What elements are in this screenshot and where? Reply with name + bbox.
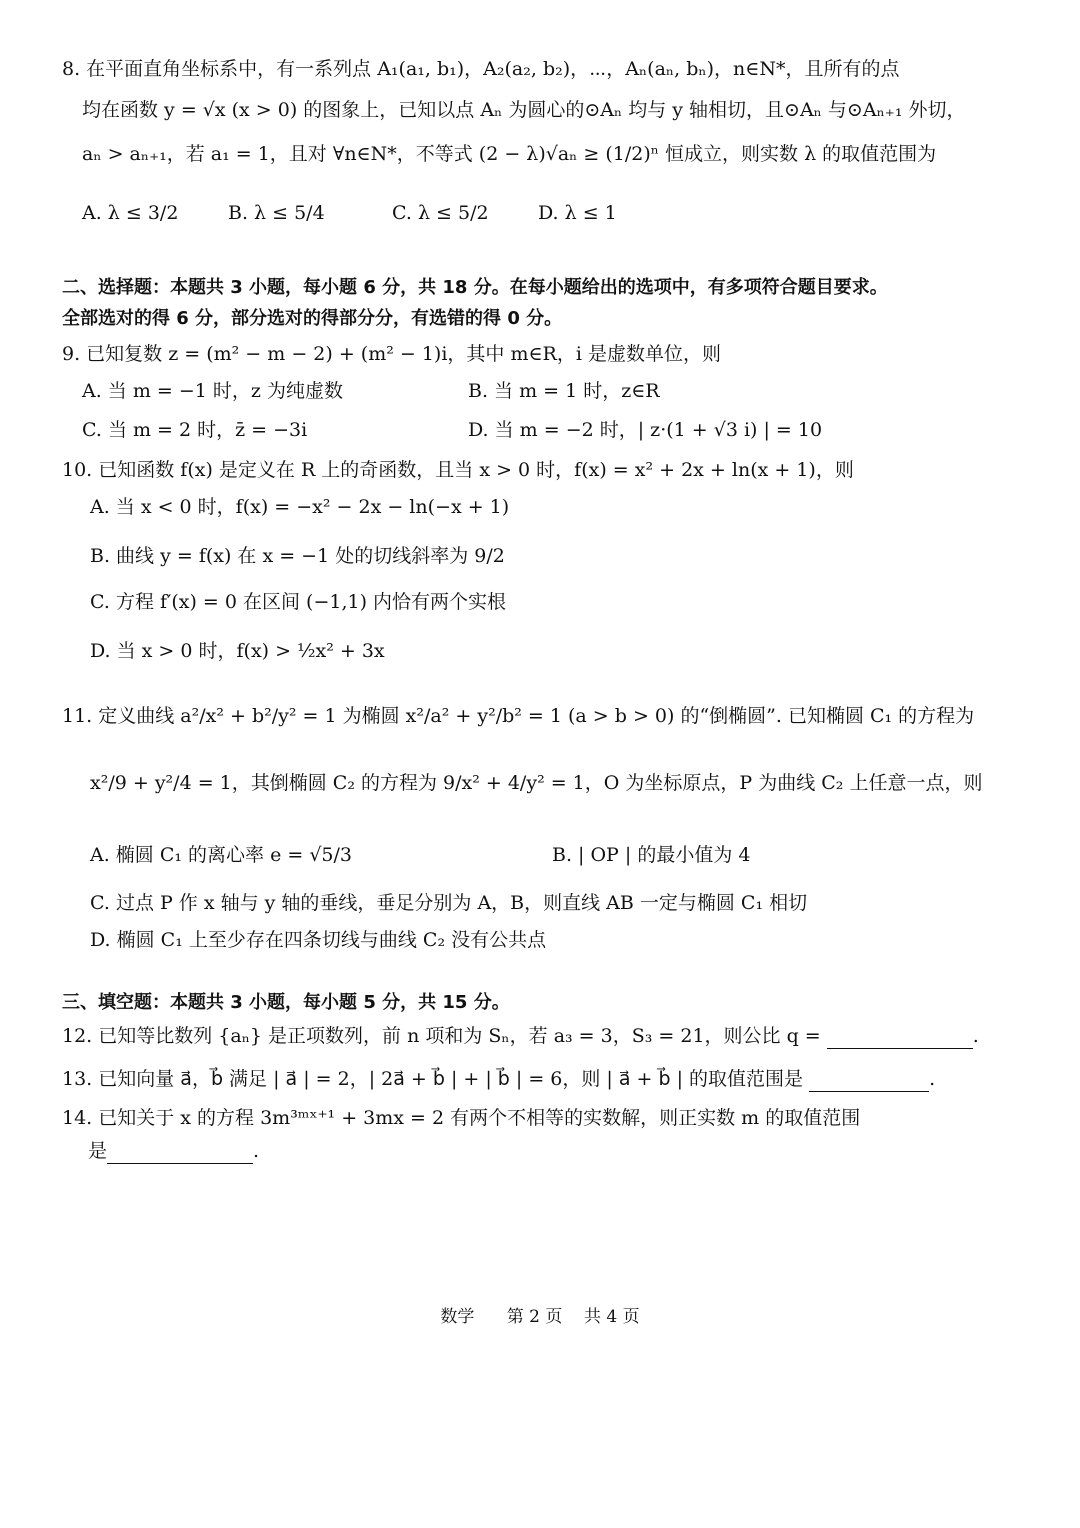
q14-answer-blank[interactable] [107,1141,253,1164]
q8-option-a: A. λ ≤ 3/2 [82,202,179,224]
q8-option-b: B. λ ≤ 5/4 [228,202,325,224]
q12-answer-blank[interactable] [827,1026,973,1049]
q9-option-a: A. 当 m = −1 时，z 为纯虚数 [82,380,343,402]
footer-total-pages: 共 4 页 [584,1307,640,1327]
q11-line1: 11. 定义曲线 a²/x² + b²/y² = 1 为椭圆 x²/a² + y²/b² = 1 (a > b > 0) 的“倒椭圆”. 已知椭圆 C₁ 的方程为 [62,705,975,727]
q8-option-d: D. λ ≤ 1 [538,202,617,224]
q12-line [62,1023,979,1049]
q9-stem: 9. 已知复数 z = (m² − m − 2) + (m² − 1)i，其中 m∈R，i 是虚数单位，则 [62,343,721,365]
q14-period: . [253,1140,260,1162]
q12-period: . [972,1025,979,1047]
section2-heading-line2: 全部选对的得 6 分，部分选对的得部分分，有选错的得 0 分。 [62,308,563,329]
q10-option-b: B. 曲线 y = f(x) 在 x = −1 处的切线斜率为 9/2 [90,545,505,567]
q11-option-c: C. 过点 P 作 x 轴与 y 轴的垂线，垂足分别为 A，B，则直线 AB 一定与椭圆 C₁ 相切 [90,892,808,914]
q10-option-c: C. 方程 f′(x) = 0 在区间 (−1,1) 内恰有两个实根 [90,591,507,613]
q13-answer-blank[interactable] [809,1069,929,1092]
q11-line2: x²/9 + y²/4 = 1，其倒椭圆 C₂ 的方程为 9/x² + 4/y² = 1，O 为坐标原点，P 为曲线 C₂ 上任意一点，则 [90,772,983,794]
q10-option-d: D. 当 x > 0 时，f(x) > ½x² + 3x [90,640,385,662]
q14-line2 [88,1138,259,1164]
q11-option-a: A. 椭圆 C₁ 的离心率 e = √5/3 [90,844,353,866]
section3-heading: 三、填空题：本题共 3 小题，每小题 5 分，共 15 分。 [62,992,510,1013]
q12-text: 12. 已知等比数列 {aₙ} 是正项数列，前 n 项和为 Sₙ，若 a₃ = 3，S₃ = 21，则公比 q = [62,1025,821,1047]
footer-subject: 数学 [440,1307,475,1327]
q8-line2: 均在函数 y = √x (x > 0) 的图象上，已知以点 Aₙ 为圆心的⊙Aₙ 均与 y 轴相切，且⊙Aₙ 与⊙Aₙ₊₁ 外切， [82,99,966,121]
q13-text: 13. 已知向量 a⃗，b⃗ 满足 | a⃗ | = 2，| 2a⃗ + b⃗ | + | b⃗ | = 6，则 | a⃗ + b⃗ | 的取值范围是 [62,1068,804,1090]
q10-option-a: A. 当 x < 0 时，f(x) = −x² − 2x − ln(−x + 1) [90,496,510,518]
q13-line [62,1066,935,1092]
q8-option-c: C. λ ≤ 5/2 [392,202,489,224]
q11-option-d: D. 椭圆 C₁ 上至少存在四条切线与曲线 C₂ 没有公共点 [90,929,547,951]
q13-period: . [929,1068,936,1090]
section2-heading-line1: 二、选择题：本题共 3 小题，每小题 6 分，共 18 分。在每小题给出的选项中，有多项符合题目要求。 [62,277,888,298]
q9-option-d: D. 当 m = −2 时，| z·(1 + √3 i) | = 10 [468,419,823,441]
q14-text: 是 [88,1140,108,1162]
q11-option-b: B. | OP | 的最小值为 4 [552,844,751,866]
q8-line1: 8. 在平面直角坐标系中，有一系列点 A₁(a₁, b₁)，A₂(a₂, b₂)，⋯，Aₙ(aₙ, bₙ)，n∈N*，且所有的点 [62,58,900,80]
q10-stem: 10. 已知函数 f(x) 是定义在 R 上的奇函数，且当 x > 0 时，f(x) = x² + 2x + ln(x + 1)，则 [62,459,854,481]
q8-line3: aₙ > aₙ₊₁，若 a₁ = 1，且对 ∀n∈N*，不等式 (2 − λ)√aₙ ≥ (1/2)ⁿ 恒成立，则实数 λ 的取值范围为 [82,143,937,165]
footer-page-number: 第 2 页 [506,1307,563,1327]
q9-option-c: C. 当 m = 2 时，z̄ = −3i [82,419,308,441]
q9-option-b: B. 当 m = 1 时，z∈R [468,380,660,402]
page-footer [0,1302,1080,1327]
q14-line1: 14. 已知关于 x 的方程 3m³ᵐˣ⁺¹ + 3mx = 2 有两个不相等的实数解，则正实数 m 的取值范围 [62,1107,861,1129]
